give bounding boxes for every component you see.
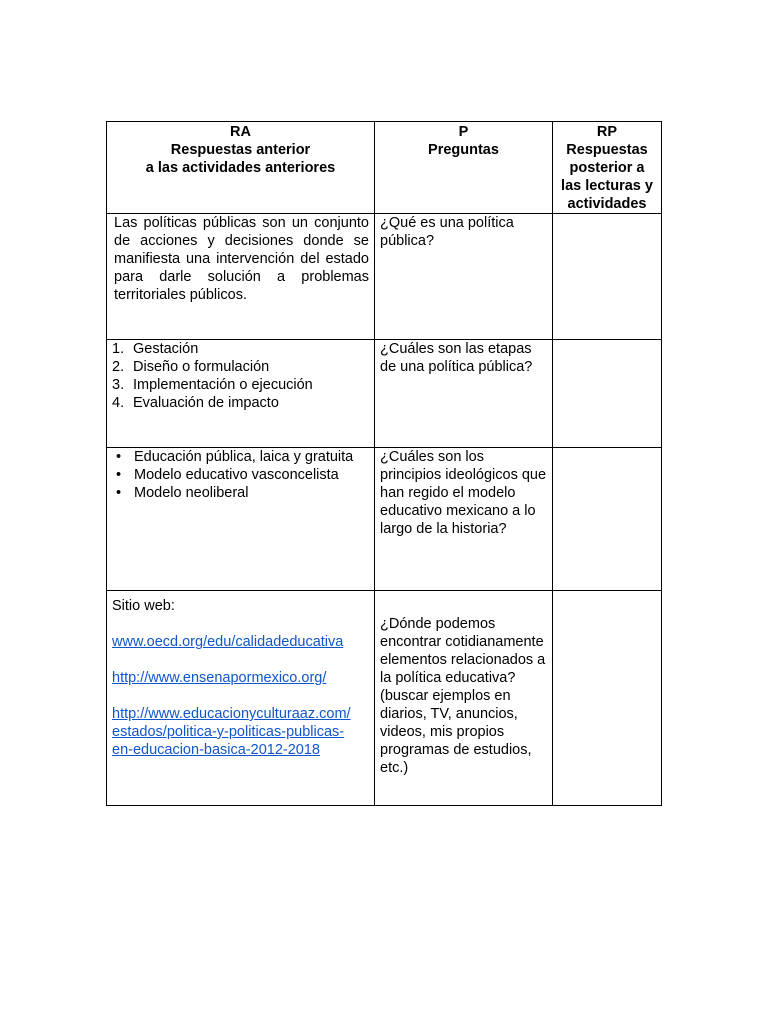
list-item-text: Evaluación de impacto [133,395,279,411]
ra-cell [107,340,375,448]
link-ensenapormexico[interactable]: http://www.ensenapormexico.org/ [112,670,327,686]
rp-cell-empty[interactable] [553,340,662,448]
link-educacionyculturaaz[interactable] [112,705,369,759]
link-line: http://www.educacionyculturaaz.com/ [112,706,351,722]
header-ra-code: RA [230,124,251,140]
header-rp-line3: las lecturas y [561,178,653,194]
stages-list [112,340,369,412]
question-cell: ¿Qué es una política pública? [375,214,553,340]
question-cell: ¿Cuáles son los principios ideológicos que han regido el modelo educativo mexicano a lo largo de la historia? [375,448,553,591]
table-row [107,214,662,340]
principles-list [113,448,369,502]
ra-cell [107,448,375,591]
ra-cell [107,591,375,806]
list-item-text: Modelo neoliberal [134,485,249,501]
list-marker: 2. [112,359,125,375]
ra-p-rp-table [106,121,662,806]
header-rp [553,122,662,214]
header-p-code: P [458,124,469,140]
list-item [113,484,369,502]
header-rp-line2: posterior a [569,160,645,176]
rp-cell-empty[interactable] [553,214,662,340]
link-line: estados/politica-y-politicas-publicas- [112,724,345,740]
rp-cell-empty[interactable] [553,591,662,806]
header-rp-code: RP [596,124,618,140]
list-item-text: Diseño o formulación [133,359,270,375]
list-item [112,394,369,412]
header-ra-line1: Respuestas anterior [170,142,311,158]
header-ra [107,122,375,214]
list-item [112,376,369,394]
question-cell: ¿Dónde podemos encontrar cotidianamente elementos relacionados a la política educativa? (buscar ejemplos en diarios, TV, anuncios, videos, mis propios programas de estudios, etc.) [375,591,553,806]
list-item-text: Implementación o ejecución [133,377,313,393]
header-p-line1: Preguntas [428,142,499,158]
question-cell: ¿Cuáles son las etapas de una política pública? [375,340,553,448]
bullet-icon: • [116,449,122,465]
website-label: Sitio web: [112,598,175,614]
list-item [112,358,369,376]
bullet-icon: • [116,467,122,483]
table-row [107,591,662,806]
list-item [113,466,369,484]
list-marker: 4. [112,395,125,411]
ra-cell: Las políticas públicas son un conjunto de acciones y decisiones donde se manifiesta una intervención del estado para darle solución a problemas territoriales públicos. [107,214,375,340]
link-line: en-educacion-basica-2012-2018 [112,742,320,758]
header-rp-line1: Respuestas [566,142,648,158]
link-oecd[interactable]: www.oecd.org/edu/calidadeducativa [112,634,344,650]
list-item [112,340,369,358]
table-row [107,340,662,448]
header-rp-line4: actividades [567,196,647,212]
bullet-icon: • [116,485,122,501]
list-item-text: Modelo educativo vasconcelista [134,467,339,483]
list-item-text: Gestación [133,341,199,357]
header-ra-line2: a las actividades anteriores [145,160,336,176]
rp-cell-empty[interactable] [553,448,662,591]
list-marker: 3. [112,377,125,393]
list-item-text: Educación pública, laica y gratuita [134,449,354,465]
header-p [375,122,553,214]
header-row [107,122,662,214]
list-marker: 1. [112,341,125,357]
table-row [107,448,662,591]
list-item [113,448,369,466]
